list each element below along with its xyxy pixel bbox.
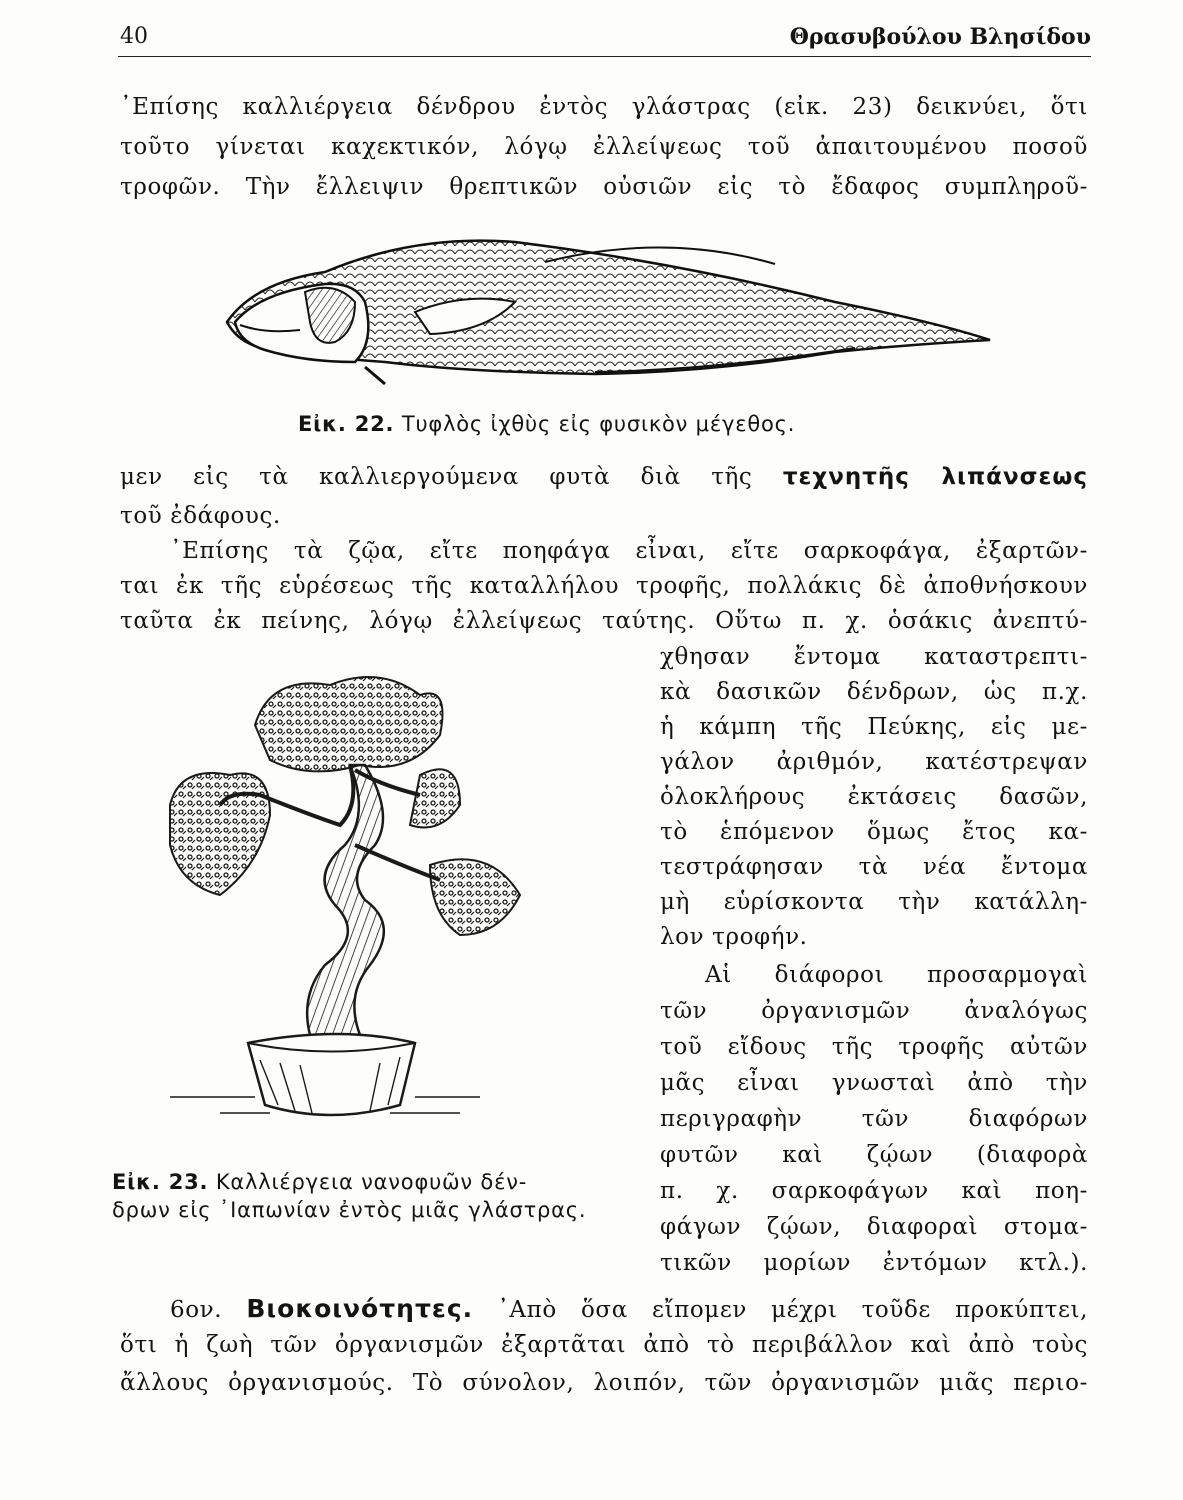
figure-caption-text: Τυφλὸς ἰχθὺς εἰς φυσικὸν μέγεθος. [401,412,796,436]
text-line: ἡ κάμπη τῆς Πεύκης, εἰς με- [660,714,1088,740]
text-line [120,464,1088,490]
text-line: τροφῶν. Τὴν ἔλλειψιν θρεπτικῶν οὐσιῶν εἰς τὸ ἔδαφος συμπληροῦ- [120,174,1088,200]
text-line [170,1294,1088,1323]
header-rule [118,56,1091,57]
running-title: Θρασυβούλου Βλησίδου [789,24,1091,50]
text-line: λον τροφήν. [660,924,808,950]
text-line: ᾿Επίσης τὰ ζῷα, εἴτε ποηφάγα εἶναι, εἴτε σαρκοφάγα, ἐξαρτῶν- [170,538,1088,564]
text-span: μεν εἰς τὰ καλλιεργούμενα φυτὰ διὰ τῆς [120,464,753,490]
text-line: τοῦ εἴδους τῆς τροφῆς αὐτῶν [660,1034,1088,1060]
text-line: μᾶς εἶναι γνωσταὶ ἀπὸ τὴν [660,1070,1088,1096]
figure-caption-line: δρων εἰς ᾿Ιαπωνίαν ἐντὸς μιᾶς γλάστρας. [112,1198,587,1222]
text-line: τὸ ἑπόμενον ὅμως ἔτος κα- [660,819,1088,845]
text-line: χθησαν ἔντομα καταστρεπτι- [660,644,1088,670]
bonsai-tree-illustration [160,665,640,1150]
text-line: ται ἐκ τῆς εὑρέσεως τῆς καταλλήλου τροφῆς, πολλάκις δὲ ἀποθνήσκουν [120,573,1088,599]
text-line: π. χ. σαρκοφάγων καὶ ποη- [660,1178,1088,1204]
text-line: γάλον ἀριθμόν, κατέστρεψαν [660,749,1088,775]
text-line: ὁλοκλήρους ἐκτάσεις δασῶν, [660,784,1088,810]
section-heading: Βιοκοινότητες. [246,1294,474,1323]
text-line: ταῦτα ἐκ πείνης, λόγῳ ἐλλείψεως ταύτης. Οὕτω π. χ. ὁσάκις ἀνεπτύ- [120,608,1088,634]
page-number: 40 [120,24,148,49]
text-line: ᾿Επίσης καλλιέργεια δένδρου ἐντὸς γλάστρας (εἰκ. 23) δεικνύει, ὅτι [120,94,1088,120]
text-line: τῶν ὀργανισμῶν ἀναλόγως [660,998,1088,1024]
text-line: τεστράφησαν τὰ νέα ἔντομα [660,854,1088,880]
figure-23-caption [112,1170,586,1222]
text-line: ὅτι ἡ ζωὴ τῶν ὀργανισμῶν ἐξαρτᾶται ἀπὸ τὸ περιβάλλον καὶ ἀπὸ τοὺς [120,1332,1088,1358]
text-span: ᾿Απὸ ὅσα εἴπομεν μέχρι τοῦδε προκύπτει, [497,1297,1088,1323]
figure-label: Εἰκ. 22. [298,412,395,436]
text-line: φυτῶν καὶ ζῴων (διαφορὰ [660,1142,1088,1168]
text-line: τοῦ ἐδάφους. [120,503,281,529]
bold-term: τεχνητῆς λιπάνσεως [782,464,1088,490]
text-line: τικῶν μορίων ἐντόμων κτλ.). [660,1250,1088,1276]
text-line: μὴ εὑρίσκοντα τὴν κατάλλη- [660,889,1088,915]
text-line: φάγων ζῴων, διαφοραὶ στομα- [660,1214,1088,1240]
figure-caption-line [112,1170,586,1194]
figure-22-caption [298,412,795,436]
text-line: Αἱ διάφοροι προσαρμογαὶ [705,962,1088,988]
figure-caption-text: Καλλιέργεια νανοφυῶν δέν- [215,1170,528,1194]
text-line: κὰ δασικῶν δένδρων, ὡς π.χ. [660,679,1088,705]
text-line: περιγραφὴν τῶν διαφόρων [660,1106,1088,1132]
blind-fish-illustration [215,222,995,392]
figure-label: Εἰκ. 23. [112,1170,209,1194]
section-number: 6ον. [170,1297,223,1323]
text-line: τοῦτο γίνεται καχεκτικόν, λόγῳ ἐλλείψεως τοῦ ἀπαιτουμένου ποσοῦ [120,134,1088,160]
text-line: ἄλλους ὀργανισμούς. Τὸ σύνολον, λοιπόν, τῶν ὀργανισμῶν μιᾶς περιο- [120,1370,1088,1396]
